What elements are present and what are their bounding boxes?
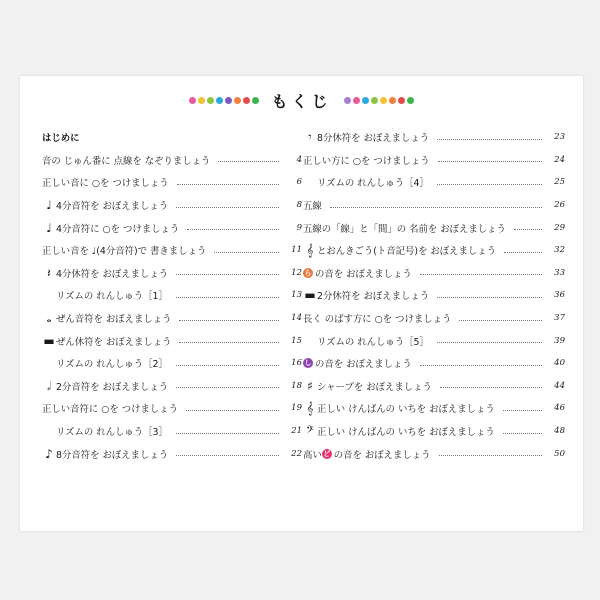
page-title: もくじ [271,91,332,111]
page-number: 16 [291,358,302,369]
toc-entry[interactable] [303,442,565,465]
toc-entry-text: 2分休符を おぼえましょう [317,291,430,303]
toc-entry-text: とおんきごう(ト音記号)を おぼえましょう [317,246,497,258]
toc-entry[interactable] [42,171,302,194]
decorative-dot [216,97,223,104]
page-number: 13 [291,290,302,301]
toc-entry-text: 2分音符を おぼえましょう [56,381,169,393]
page-number: 32 [554,245,565,256]
decorative-dot [189,97,196,104]
decorative-dot [344,97,351,104]
dotted-leader [176,274,279,275]
toc-entry[interactable] [303,420,565,443]
toc-entry-label-group [42,334,175,348]
toc-entry-label-group [303,379,436,393]
dotted-leader [176,365,279,366]
note-name-badge: し [304,359,312,368]
toc-entry[interactable] [42,329,302,352]
toc-entry-label-group [303,311,455,325]
toc-entry-text: 8分音符を おぼえましょう [56,449,169,461]
dotted-leader [176,297,279,298]
music-symbol-icon: 𝄢 [306,424,314,439]
page-number: 48 [554,426,565,437]
dotted-leader [186,410,279,411]
dotted-leader [437,139,542,140]
toc-entry-label-group [303,288,433,302]
toc-entry-text: 4分音符を おぼえましょう [56,201,169,213]
toc-entry-text: 正しい方に ○を つけましょう [303,155,430,167]
toc-entry-text: リズムの れんしゅう［1］ [56,291,168,303]
toc-entry-label-group [42,311,175,325]
toc-entry-label-group [303,356,416,370]
page-number: 22 [291,448,302,459]
toc-entry[interactable] [303,194,565,217]
toc-entry-text: の音を おぼえましょう [315,268,412,280]
toc-entry-text: 正しい音符に ○を つけましょう [42,404,179,416]
page-number: 6 [296,177,302,188]
toc-entry-text: ぜん休符を おぼえましょう [56,336,172,348]
toc-entry-text: 長く のばす方に ○を つけましょう [303,314,452,326]
dotted-leader [504,252,542,253]
dotted-leader [179,342,279,343]
dotted-leader [177,184,279,185]
decorative-dot [252,97,259,104]
decorative-dots-left [189,97,259,104]
music-symbol-icon: ♩ [46,220,52,235]
toc-entry-label-group [303,401,499,415]
toc-entry[interactable] [42,126,302,149]
toc-entry-text: 4分休符を おぼえましょう [56,268,169,280]
decorative-dot [207,97,214,104]
dotted-leader [176,207,279,208]
page-number: 26 [554,200,565,211]
page-number: 33 [554,267,565,278]
toc-entry-label-group [303,130,433,144]
dotted-leader [439,455,543,456]
toc-entry[interactable] [42,420,302,443]
dotted-leader [514,229,542,230]
toc-entry-text-prefix: 高い [303,449,322,461]
toc-entry[interactable] [303,239,565,262]
page-number: 24 [554,154,565,165]
music-symbol-icon: 𝄽 [47,265,51,280]
toc-entry[interactable] [303,352,565,375]
page-number: 50 [554,448,565,459]
page-number: 29 [554,222,565,233]
toc-entry[interactable] [42,307,302,330]
music-symbol-icon: ♩ [46,198,52,213]
toc-entry-label-group [42,379,172,393]
toc-entry-text: シャープを おぼえましょう [317,381,432,393]
dotted-leader [437,342,542,343]
toc-entry-text: 五線の「線」と「間」の 名前を おぼえましょう [303,223,506,235]
decorative-dot [243,97,250,104]
toc-entry-label-group [42,447,172,461]
toc-entry-text: ぜん音符を おぼえましょう [56,314,172,326]
music-symbol-icon: ▬ [304,288,316,303]
toc-entry-label-group [42,130,84,144]
toc-entry-label-group [303,221,510,235]
toc-entry[interactable] [303,216,565,239]
toc-entry-text: 正しい音に ○を つけましょう [42,178,169,190]
page-number: 23 [554,132,565,143]
toc-entry[interactable] [42,284,302,307]
toc-entry-label-group [303,198,326,212]
toc-entry[interactable] [303,375,565,398]
toc-entry-label-group [42,288,172,302]
toc-entry-label-group [42,153,214,167]
toc-entry[interactable] [42,352,302,375]
toc-entry-text: リズムの れんしゅう［4］ [317,178,429,190]
decorative-dot [380,97,387,104]
toc-entry-text: リズムの れんしゅう［2］ [56,359,168,371]
toc-entry-label-group [303,175,433,189]
toc-entry[interactable] [42,194,302,217]
dotted-leader [176,433,279,434]
decorative-dot [225,97,232,104]
toc-entry[interactable] [303,262,565,285]
toc-entry[interactable] [42,442,302,465]
page-number: 19 [291,403,302,414]
page-number: 12 [291,267,302,278]
page-number: 44 [554,380,565,391]
note-name-badge: ど [323,449,331,458]
toc-entry[interactable] [42,397,302,420]
toc-entry-label-group [303,424,499,438]
toc-entry-label-group [42,424,172,438]
table-of-contents-page [20,76,583,531]
dotted-leader [218,161,279,162]
toc-entry[interactable] [303,397,565,420]
decorative-dot [353,97,360,104]
page-number: 40 [554,358,565,369]
music-symbol-icon: 𝅗𝅥 [47,378,51,393]
toc-entry-label-group [303,447,435,461]
page-number: 8 [296,200,302,211]
decorative-dot [407,97,414,104]
toc-entry-label-group [303,243,500,257]
toc-entry[interactable] [42,239,302,262]
toc-entry-label-group [303,266,416,280]
dotted-leader [437,184,542,185]
toc-entry[interactable] [303,126,565,149]
toc-entry-text: の音を おぼえましょう [333,449,431,461]
dotted-leader [503,410,542,411]
page-number: 46 [554,403,565,414]
toc-entry-label-group [42,266,172,280]
decorative-dot [234,97,241,104]
dotted-leader [437,297,542,298]
toc-entry-text: 音の じゅん番に 点線を なぞりましょう [42,155,211,167]
page-number: 18 [291,380,302,391]
toc-entry-label-group [303,153,434,167]
dotted-leader [330,207,542,208]
toc-entry[interactable] [303,284,565,307]
toc-header [20,90,583,110]
toc-entry-text: 正しい けんばんの いちを おぼえましょう [317,427,495,439]
toc-entry-label-group [42,243,210,257]
toc-entry[interactable] [303,149,565,172]
music-symbol-icon: 𝅝 [46,311,52,326]
dotted-leader [179,320,279,321]
decorative-dot [371,97,378,104]
toc-entry-text: 正しい けんばんの いちを おぼえましょう [317,404,495,416]
decorative-dot [389,97,396,104]
toc-entry[interactable] [303,329,565,352]
toc-left-column [42,126,302,465]
dotted-leader [176,387,279,388]
toc-entry-text: はじめに [42,133,80,145]
page-number: 25 [554,177,565,188]
toc-entry-label-group [42,198,172,212]
toc-entry-label-group [42,175,173,189]
page-number: 15 [291,335,302,346]
page-number: 14 [291,313,302,324]
toc-entry-label-group [42,221,183,235]
dotted-leader [420,274,542,275]
toc-entry[interactable] [42,375,302,398]
music-symbol-icon: 𝄞 [306,243,314,258]
toc-entry[interactable] [42,149,302,172]
toc-entry[interactable] [303,307,565,330]
page-number: 39 [554,335,565,346]
page-number: 21 [291,426,302,437]
music-symbol-icon: 𝄞 [306,401,314,416]
decorative-dot [398,97,405,104]
dotted-leader [459,320,542,321]
note-name-badge: ら [304,268,312,277]
dotted-leader [420,365,542,366]
music-symbol-icon: 𝄾 [308,130,312,145]
toc-entry[interactable] [303,171,565,194]
decorative-dots-right [344,97,414,104]
toc-entry-label-group [42,356,172,370]
page-number: 36 [554,290,565,301]
music-symbol-icon: ▬ [43,333,55,348]
decorative-dot [362,97,369,104]
toc-entry-text: 8分休符を おぼえましょう [317,133,430,145]
music-symbol-icon: ♯ [307,378,313,393]
toc-entry-text: 正しい音を ♩(4分音符)で 書きましょう [42,246,207,258]
dotted-leader [503,433,542,434]
toc-entry-label-group [42,401,182,415]
toc-entry[interactable] [42,216,302,239]
page-number: 11 [291,245,302,256]
toc-entry-text: リズムの れんしゅう［3］ [56,427,168,439]
page-number: 4 [296,154,302,165]
decorative-dot [198,97,205,104]
dotted-leader [438,161,542,162]
page-number: 37 [554,313,565,324]
music-symbol-icon: ♪ [45,446,53,461]
page-number: 9 [296,222,302,233]
toc-entry[interactable] [42,262,302,285]
toc-right-column [303,126,565,465]
toc-entry-text: の音を おぼえましょう [315,359,412,371]
toc-entry-text: 4分音符に ○を つけましょう [56,223,180,235]
dotted-leader [187,229,279,230]
dotted-leader [440,387,542,388]
dotted-leader [214,252,279,253]
toc-entry-label-group [303,334,433,348]
dotted-leader [176,455,279,456]
toc-entry-text: リズムの れんしゅう［5］ [317,336,429,348]
toc-entry-text: 五線 [303,201,322,213]
